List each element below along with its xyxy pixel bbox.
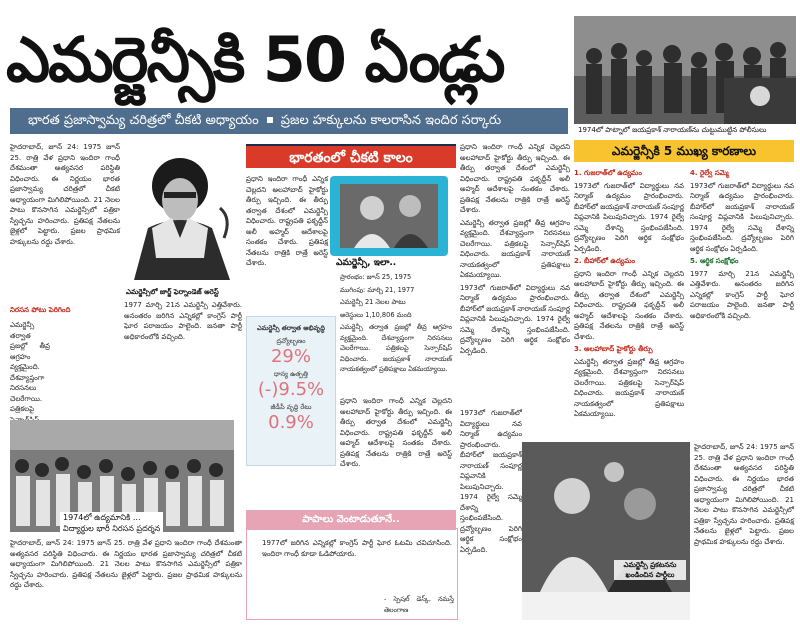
- column-4-lower: [460, 408, 522, 618]
- timeline-body: ఎమర్జెన్సీ తర్వాత ప్రజల్లో తీవ్ర ఆగ్రహం వ్యక్తమైంది. దేశవ్యాప్తంగా నిరసనలు చెలరేగాయి. పత్రికలపై సెన్సార్‌షిప్ విధించారు. జయప్రకాశ్ నారాయణ్ నాయకత్వంలో ప్రతిపక్షాలు ఏకమయ్యాయి.: [340, 323, 452, 373]
- timeline-start: ప్రారంభం: జూన్ 25, 1975: [340, 273, 412, 281]
- emergency-label: ఎమర్జెన్సీ, ఇలా..: [336, 258, 397, 268]
- column-1-bottom-text: హైదరాబాద్, జూన్ 24: 1975 జూన్ 25. రాత్రి వేళ ప్రధాని ఇందిరా గాంధీ దేశమంతా అత్యవసర పరిస్థితి విధించారు. ఈ నిర్ణయం భారత ప్రజాస్వామ్య చరిత్రలో చీకటి అధ్యాయంగా మిగిలిపోయింది. 21 నెలల పాటు కొనసాగిన ఎమర్జెన్సీలో పత్రికా స్వేచ్ఛను హరించారు. ప్రతిపక్ష నేతలను జైళ్లలో పెట్టారు. ప్రజల ప్రాథమిక హక్కులను రద్దు చేశారు.: [10, 539, 242, 589]
- stat-inflation-label: ద్రవ్యోల్బణం: [276, 337, 306, 345]
- column-2-text: 1977 మార్చి 21న ఎమర్జెన్సీ ఎత్తివేశారు. అనంతరం జరిగిన ఎన్నికల్లో కాంగ్రెస్ పార్టీ ఘోర పరాజయం పాలైంది. జనతా పార్టీ అధికారంలోకి వచ్చింది.: [124, 301, 242, 341]
- stat-gdp-label: జీడీపీ వృద్ధి రేటు: [270, 403, 312, 411]
- reasons-column: [574, 168, 684, 438]
- stat-inflation-value: 29%: [270, 346, 311, 367]
- section-head: [10, 305, 120, 319]
- reasons-column-2: [690, 168, 794, 438]
- reason-4-text: 1973లో గుజరాత్‌లో విద్యార్థులు నవ నిర్మాణ్ ఉద్యమం ప్రారంభించారు. బీహార్‌లో జయప్రకాశ్ నారాయణ్ సంపూర్ణ విప్లవానికి పిలుపునిచ్చారు. 1974 రైల్వే సమ్మె దేశాన్ని స్తంభింపజేసింది. ద్రవ్యోల్బణం పెరిగి ఆర్థిక సంక్షోభం ఏర్పడింది.: [690, 181, 794, 253]
- stat-grain-label: ధాన్య ఉత్పత్తి: [274, 370, 308, 378]
- timeline-column: [246, 174, 328, 312]
- timeline-list: [340, 272, 452, 392]
- indira-photo-frame: [330, 176, 448, 256]
- reason-3: 3. అలహాబాద్ హైకోర్టు తీర్పు: [574, 345, 653, 353]
- column-6-lower-text: హైదరాబాద్, జూన్ 24: 1975 జూన్ 25. రాత్రి వేళ ప్రధాని ఇందిరా గాంధీ దేశమంతా అత్యవసర పరిస్థితి విధించారు. ఈ నిర్ణయం భారత ప్రజాస్వామ్య చరిత్రలో చీకటి అధ్యాయంగా మిగిలిపోయింది. 21 నెలల పాటు కొనసాగిన ఎమర్జెన్సీలో పత్రికా స్వేచ్ఛను హరించారు. ప్రతిపక్ష నేతలను జైళ్లలో పెట్టారు. ప్రజల ప్రాథమిక హక్కులను రద్దు చేశారు.: [694, 443, 794, 546]
- column-1-narrow-text: ఎమర్జెన్సీ తర్వాత ప్రజల్లో తీవ్ర ఆగ్రహం వ్యక్తమైంది. దేశవ్యాప్తంగా నిరసనలు చెలరేగాయి. పత్రికలపై: [10, 321, 50, 413]
- stat-gdp-value: 0.9%: [268, 412, 314, 433]
- reason-2-text: ప్రధాని ఇందిరా గాంధీ ఎన్నిక చెల్లదని అలహాబాద్ హైకోర్టు తీర్పు ఇచ్చింది. ఈ తీర్పు తర్వాత దేశంలో ఎమర్జెన్సీ విధించారు. రాష్ట్రపతి ఫకృద్దీన్ అలీ అహ్మద్ ఆదేశాలపై సంతకం చేశారు. ప్రతిపక్ష నేతలను రాత్రికి రాత్రే అరెస్ట్ చేశారు.: [574, 269, 684, 341]
- top-right-caption: 1974లో పాట్నాలో జయప్రకాశ్ నారాయణ్‌ను చుట్టుముట్టిన పోలీసులు: [578, 126, 767, 134]
- student-caption-line2: విద్యార్థుల భారీ నిరసన ప్రదర్శన: [63, 524, 161, 533]
- stats-title: ఎమర్జెన్సీ తర్వాత అభివృద్ధి: [257, 324, 325, 332]
- pink-text-block: [262, 538, 452, 588]
- subheadline-right: ప్రజల హక్కులను కాలరాసిన ఇందిర సర్కారు: [280, 113, 502, 128]
- column-1-text: హైదరాబాద్, జూన్ 24: 1975 జూన్ 25. రాత్రి వేళ ప్రధాని ఇందిరా గాంధీ దేశమంతా అత్యవసర పరిస్థితి విధించారు. ఈ నిర్ణయం భారత ప్రజాస్వామ్య చరిత్రలో చీకటి అధ్యాయంగా మిగిలిపోయింది. 21 నెలల పాటు కొనసాగిన ఎమర్జెన్సీలో పత్రికా స్వేచ్ఛను హరించారు. ప్రతిపక్ష నేతలను జైళ్లలో పెట్టారు. ప్రజల ప్రాథమిక హక్కులను రద్దు చేశారు.: [10, 143, 120, 246]
- pink-banner: పాపాలు వెంటాడుతూనే..: [246, 510, 456, 530]
- column-1-narrow: [10, 320, 50, 430]
- timeline-arrests: అరెస్టులు 1,10,806 మంది: [340, 310, 412, 319]
- column-6-lower: [694, 442, 794, 620]
- byline-block: [384, 594, 454, 616]
- column-1-bottom: [10, 538, 242, 622]
- timeline-duration: ఎమర్జెన్సీ 21 నెలల పాటు: [340, 298, 406, 306]
- pink-text: 1977లో జరిగిన ఎన్నికల్లో కాంగ్రెస్ పార్టీ ఘోర ఓటమి చవిచూసింది. ఇందిరా గాంధీ కూడా ఓడిపోయారు.: [262, 539, 452, 558]
- column-4: [460, 142, 570, 400]
- column-3-lower-text: ప్రధాని ఇందిరా గాంధీ ఎన్నిక చెల్లదని అలహాబాద్ హైకోర్టు తీర్పు ఇచ్చింది. ఈ తీర్పు తర్వాత దేశంలో ఎమర్జెన్సీ విధించారు. రాష్ట్రపతి ఫకృద్దీన్ అలీ అహ్మద్ ఆదేశాలపై సంతకం చేశారు. ప్రతిపక్ష నేతలను రాత్రికి రాత్రే అరెస్ట్ చేశారు.: [340, 397, 452, 468]
- student-caption-line1: 1974లో ఉద్యమానికి ...: [63, 513, 141, 522]
- reason-5: 5. ఆర్థిక సంక్షోభం: [690, 257, 739, 265]
- column-1-top: [10, 142, 120, 302]
- reason-4: 4. రైల్వే సమ్మె: [690, 169, 729, 177]
- section-head-text: నిరసన పోటు పెరిగింది: [10, 306, 71, 314]
- reason-2: 2. బీహార్‌లో ఉద్యమం: [574, 257, 636, 265]
- opposition-leaders-photo: [522, 442, 690, 620]
- stats-box: [246, 316, 336, 466]
- timeline-intro: ప్రధాని ఇందిరా గాంధీ ఎన్నిక చెల్లదని అలహాబాద్ హైకోర్టు తీర్పు ఇచ్చింది. ఈ తీర్పు తర్వాత దేశంలో ఎమర్జెన్సీ విధించారు. రాష్ట్రపతి ఫకృద్దీన్ అలీ అహ్మద్ ఆదేశాలపై సంతకం చేశారు. ప్రతిపక్ష నేతలను రాత్రికి రాత్రే అరెస్ట్ చేశారు.: [246, 175, 328, 267]
- student-caption: [60, 512, 163, 536]
- subheadline-left: భారత ప్రజాస్వామ్య చరిత్రలో చీకటి అధ్యాయం: [28, 113, 259, 128]
- timeline-end: ముగింపు: మార్చి 21, 1977: [340, 285, 415, 294]
- patna-police-photo: [574, 16, 796, 124]
- byline: - స్పెషల్ డెస్క్, నమస్తే తెలంగాణ: [384, 595, 454, 614]
- column-2-mid: [124, 300, 242, 410]
- fernandes-photo: [124, 148, 242, 280]
- bullet-icon: [267, 117, 273, 123]
- opposition-caption: ఎమర్జెన్సీ ప్రకటనను ఖండించిన పార్టీలు: [614, 560, 686, 580]
- reason-5-text: 1977 మార్చి 21న ఎమర్జెన్సీ ఎత్తివేశారు. అనంతరం జరిగిన ఎన్నికల్లో కాంగ్రెస్ పార్టీ ఘోర పరాజయం పాలైంది. జనతా పార్టీ అధికారంలోకి వచ్చింది.: [690, 269, 794, 320]
- column-4-lower-text: 1973లో గుజరాత్‌లో విద్యార్థులు నవ నిర్మాణ్ ఉద్యమం ప్రారంభించారు. బీహార్‌లో జయప్రకాశ్ నారాయణ్ సంపూర్ణ విప్లవానికి పిలుపునిచ్చారు. 1974 రైల్వే సమ్మె దేశాన్ని స్తంభింపజేసింది. ద్రవ్యోల్బణం పెరిగి ఆర్థిక సంక్షోభం ఏర్పడింది.: [460, 409, 522, 554]
- column-3-lower: [340, 396, 452, 506]
- fernandes-caption: ఎమర్జెన్సీలో జార్జ్ ఫెర్నాండెజ్ అరెస్ట్: [126, 288, 219, 296]
- stat-grain-value: (-)9.5%: [257, 379, 325, 400]
- reason-3-text: ఎమర్జెన్సీ తర్వాత ప్రజల్లో తీవ్ర ఆగ్రహం వ్యక్తమైంది. దేశవ్యాప్తంగా నిరసనలు చెలరేగాయి. పత్రికలపై సెన్సార్‌షిప్ విధించారు. జయప్రకాశ్ నారాయణ్ నాయకత్వంలో ప్రతిపక్షాలు ఏకమయ్యాయి.: [574, 357, 684, 418]
- column-4-text-c: 1973లో గుజరాత్‌లో విద్యార్థులు నవ నిర్మాణ్ ఉద్యమం ప్రారంభించారు. బీహార్‌లో జయప్రకాశ్ నారాయణ్ సంపూర్ణ విప్లవానికి పిలుపునిచ్చారు. 1974 రైల్వే సమ్మె దేశాన్ని స్తంభింపజేసింది. ద్రవ్యోల్బణం పెరిగి ఆర్థిక సంక్షోభం ఏర్పడింది.: [460, 283, 570, 355]
- column-4-text-a: ప్రధాని ఇందిరా గాంధీ ఎన్నిక చెల్లదని అలహాబాద్ హైకోర్టు తీర్పు ఇచ్చింది. ఈ తీర్పు తర్వాత దేశంలో ఎమర్జెన్సీ విధించారు. రాష్ట్రపతి ఫకృద్దీన్ అలీ అహ్మద్ ఆదేశాలపై సంతకం చేశారు. ప్రతిపక్ష నేతలను రాత్రికి రాత్రే అరెస్ట్ చేశారు.: [460, 143, 570, 214]
- reason-1-text: 1973లో గుజరాత్‌లో విద్యార్థులు నవ నిర్మాణ్ ఉద్యమం ప్రారంభించారు. బీహార్‌లో జయప్రకాశ్ నారాయణ్ సంపూర్ణ విప్లవానికి పిలుపునిచ్చారు. 1974 రైల్వే సమ్మె దేశాన్ని స్తంభింపజేసింది. ద్రవ్యోల్బణం పెరిగి ఆర్థిక సంక్షోభం ఏర్పడింది.: [574, 181, 684, 253]
- subheadline-bar: [10, 108, 568, 134]
- yellow-banner: ఎమర్జెన్సీకి 5 ముఖ్య కారణాలు: [574, 140, 794, 162]
- red-banner: భారతంలో చీకటి కాలం: [246, 144, 456, 168]
- reason-1: 1. గుజరాత్‌లో ఉద్యమం: [574, 169, 642, 177]
- column-4-text-b: ఎమర్జెన్సీ తర్వాత ప్రజల్లో తీవ్ర ఆగ్రహం వ్యక్తమైంది. దేశవ్యాప్తంగా నిరసనలు చెలరేగాయి. పత్రికలపై సెన్సార్‌షిప్ విధించారు. జయప్రకాశ్ నారాయణ్ నాయకత్వంలో ప్రతిపక్షాలు ఏకమయ్యాయి.: [460, 218, 570, 279]
- headline: ఎమర్జెన్సీకి 50 ఏండ్లు: [6, 23, 504, 96]
